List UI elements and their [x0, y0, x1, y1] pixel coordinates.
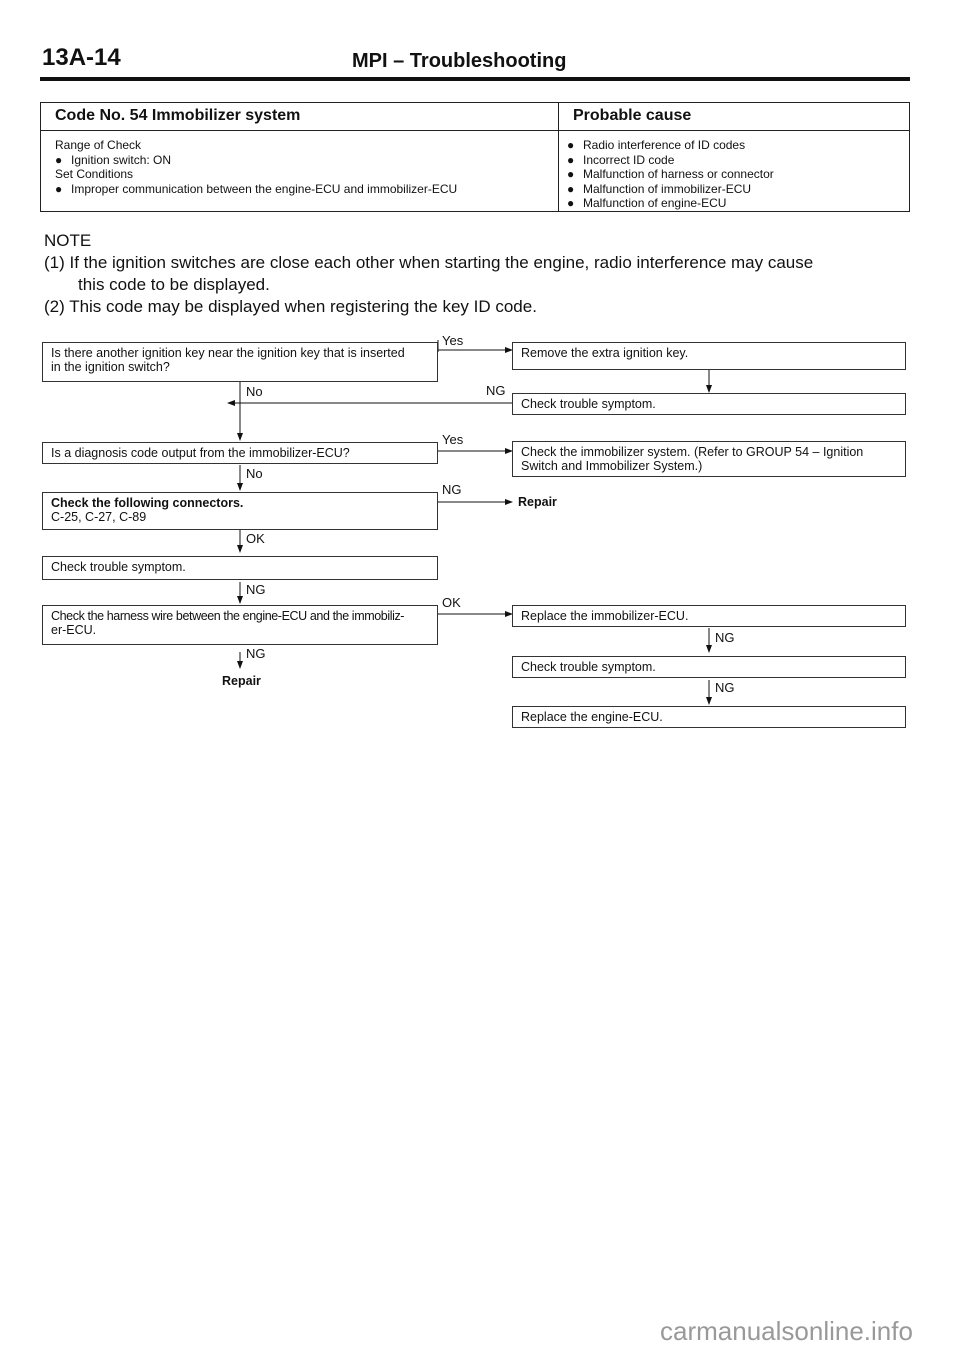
cause-heading: Probable cause: [559, 103, 909, 131]
action-replace-engine-box: Replace the engine-ECU.: [512, 706, 906, 728]
note-item-1: (1) If the ignition switches are close each other when starting the engine, radio interference may cause: [44, 253, 814, 272]
label-ng: NG: [246, 646, 266, 661]
set-item: ● Improper communication between the engine-ECU and immobilizer-ECU: [55, 181, 458, 196]
action-check-symptom-2-box: Check trouble symptom.: [512, 656, 906, 678]
cause-item: ● Incorrect ID code: [567, 152, 675, 167]
check-connectors-box: Check the following connectors. C-25, C-27, C-89: [42, 492, 438, 530]
label-ng: NG: [486, 383, 506, 398]
cause-item: ● Malfunction of immobilizer-ECU: [567, 181, 752, 196]
watermark: carmanualsonline.info: [660, 1316, 913, 1346]
note-heading: NOTE: [44, 231, 92, 250]
action-repair: Repair: [518, 495, 557, 509]
action-check-immobilizer-box: Check the immobilizer system. (Refer to GROUP 54 – Ignition Switch and Immobilizer System.): [512, 441, 906, 477]
label-ok: OK: [442, 595, 461, 610]
label-no: No: [246, 466, 263, 481]
note-item-2: (2) This code may be displayed when registering the key ID code.: [44, 297, 537, 316]
cause-item: ● Radio interference of ID codes: [567, 138, 746, 152]
check-symptom-box: Check trouble symptom.: [42, 556, 438, 580]
page-number: 13A-14: [42, 44, 121, 71]
label-ok: OK: [246, 531, 265, 546]
label-ng: NG: [246, 582, 266, 597]
cause-item: ● Malfunction of engine-ECU: [567, 196, 727, 210]
action-check-symptom-box: Check trouble symptom.: [512, 393, 906, 415]
label-ng: NG: [715, 630, 735, 645]
check-harness-box: Check the harness wire between the engine-ECU and the immobiliz- er-ECU.: [42, 605, 438, 645]
label-yes: Yes: [442, 333, 464, 348]
action-replace-immobilizer-box: Replace the immobilizer-ECU.: [512, 605, 906, 627]
range-item: ● Ignition switch: ON: [55, 152, 172, 167]
code-heading: Code No. 54 Immobilizer system: [41, 103, 558, 131]
action-repair: Repair: [222, 674, 261, 688]
label-ng: NG: [715, 680, 735, 695]
label-ng: NG: [442, 482, 462, 497]
cause-item: ● Malfunction of harness or connector: [567, 167, 774, 181]
action-remove-key-box: Remove the extra ignition key.: [512, 342, 906, 370]
label-no: No: [246, 384, 263, 399]
label-yes: Yes: [442, 432, 464, 447]
question-extra-key-box: Is there another ignition key near the ignition key that is inserted in the ignition switch?: [42, 342, 438, 382]
page-title: MPI – Troubleshooting: [352, 50, 567, 72]
range-of-check-label: Range of Check: [55, 138, 142, 152]
question-diag-code-box: Is a diagnosis code output from the immobilizer-ECU?: [42, 442, 438, 464]
set-conditions-label: Set Conditions: [55, 167, 134, 181]
note-item-1-cont: this code to be displayed.: [78, 275, 270, 294]
